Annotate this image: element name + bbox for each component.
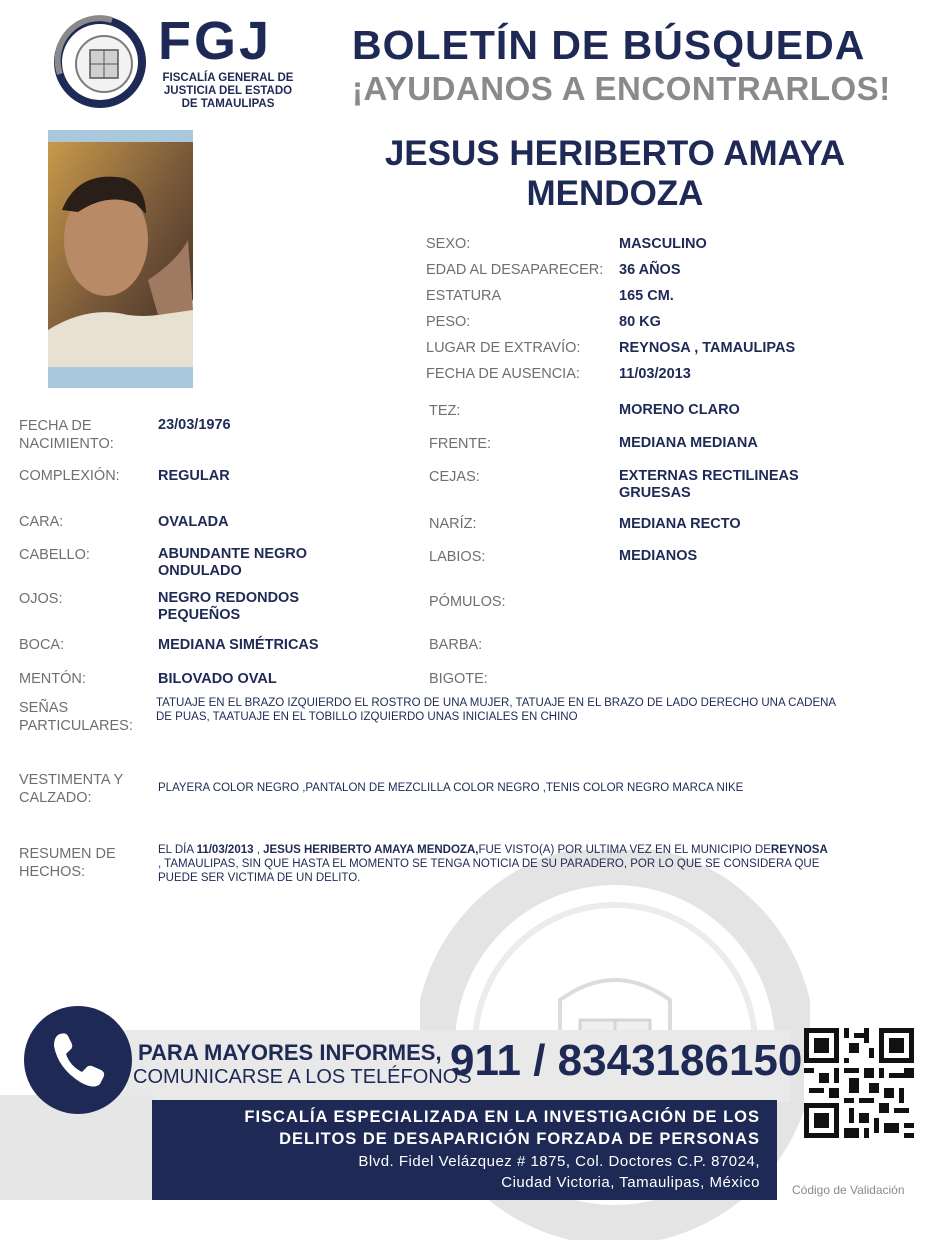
contact-heading: PARA MAYORES INFORMES, bbox=[138, 1040, 442, 1065]
resumen-sep: , bbox=[253, 844, 264, 856]
field-value-cejas bbox=[619, 468, 799, 502]
field-label-senas bbox=[19, 699, 133, 735]
field-value-fecha-ausencia: 11/03/2013 bbox=[619, 366, 691, 382]
field-label-barba: BARBA: bbox=[429, 637, 483, 653]
validation-qr-code[interactable] bbox=[804, 1028, 914, 1138]
org-name-line: JUSTICIA DEL ESTADO bbox=[163, 85, 293, 97]
field-value-senas bbox=[156, 696, 876, 724]
label-line: FECHA DE bbox=[19, 418, 92, 434]
field-label-ojos: OJOS: bbox=[19, 591, 63, 607]
field-value-edad: 36 AÑOS bbox=[619, 262, 681, 278]
label-line: PARTICULARES: bbox=[19, 718, 133, 734]
value-line: PEQUEÑOS bbox=[158, 607, 241, 623]
phone-icon bbox=[24, 1006, 132, 1114]
resumen-prefix: EL DÍA bbox=[158, 844, 197, 856]
value-line: PUEDE SER VICTIMA DE UN DELITO. bbox=[158, 872, 361, 884]
field-label-pomulos: PÓMULOS: bbox=[429, 594, 506, 610]
field-label-labios: LABIOS: bbox=[429, 549, 486, 565]
org-short-name: FGJ bbox=[158, 11, 273, 71]
field-label-lugar: LUGAR DE EXTRAVÍO: bbox=[426, 340, 581, 356]
org-full-name bbox=[158, 72, 298, 111]
value-line: GRUESAS bbox=[619, 485, 691, 501]
value-line: NEGRO REDONDOS bbox=[158, 590, 299, 606]
field-value-nacimiento: 23/03/1976 bbox=[158, 417, 231, 433]
value-line: TATUAJE EN EL BRAZO IZQUIERDO EL ROSTRO DE UNA MUJER, TATUAJE EN EL BRAZO DE LADO DERECHO UNA CADENA bbox=[156, 697, 837, 709]
value-line: ABUNDANTE NEGRO bbox=[158, 546, 308, 562]
label-line: HECHOS: bbox=[19, 864, 86, 880]
field-label-menton: MENTÓN: bbox=[19, 671, 86, 687]
person-name-line: JESUS HERIBERTO AMAYA bbox=[384, 134, 846, 173]
field-label-estatura: ESTATURA bbox=[426, 288, 502, 304]
field-label-edad: EDAD AL DESAPARECER: bbox=[426, 262, 604, 278]
field-value-ojos bbox=[158, 590, 299, 624]
fiscalia-name-line: DELITOS DE DESAPARICIÓN FORZADA DE PERSONAS bbox=[279, 1130, 760, 1148]
field-label-cara: CARA: bbox=[19, 514, 64, 530]
bulletin-subtitle: ¡AYUDANOS A ENCONTRARLOS! bbox=[352, 70, 891, 107]
field-value-lugar: REYNOSA , TAMAULIPAS bbox=[619, 340, 796, 356]
org-name-line: FISCALÍA GENERAL DE bbox=[162, 72, 294, 84]
field-label-vestimenta bbox=[19, 771, 123, 807]
field-value-cara: OVALADA bbox=[158, 514, 229, 530]
org-name-line: DE TAMAULIPAS bbox=[181, 98, 275, 110]
field-value-frente: MEDIANA MEDIANA bbox=[619, 435, 758, 451]
field-value-nariz: MEDIANA RECTO bbox=[619, 516, 741, 532]
field-value-labios: MEDIANOS bbox=[619, 548, 698, 564]
field-label-boca: BOCA: bbox=[19, 637, 65, 653]
field-value-complexion: REGULAR bbox=[158, 468, 230, 484]
address-line: Blvd. Fidel Velázquez # 1875, Col. Doctores C.P. 87024, bbox=[358, 1153, 760, 1170]
field-label-fecha-ausencia: FECHA DE AUSENCIA: bbox=[426, 366, 580, 382]
field-label-nariz: NARÍZ: bbox=[429, 516, 477, 532]
bulletin-title: BOLETÍN DE BÚSQUEDA bbox=[352, 22, 866, 68]
field-value-boca: MEDIANA SIMÉTRICAS bbox=[158, 637, 319, 653]
field-label-cejas: CEJAS: bbox=[429, 469, 480, 485]
resumen-date: 11/03/2013 bbox=[196, 844, 254, 856]
field-label-complexion: COMPLEXIÓN: bbox=[19, 468, 120, 484]
field-label-frente: FRENTE: bbox=[429, 436, 492, 452]
value-line: DE PUAS, TAATUAJE EN EL TOBILLO IZQUIERDO UNAS INICIALES EN CHINO bbox=[156, 711, 578, 723]
label-line: SEÑAS bbox=[19, 700, 69, 716]
validation-code-label: Código de Validación bbox=[792, 1183, 905, 1197]
field-label-peso: PESO: bbox=[426, 314, 471, 330]
field-value-vestimenta: PLAYERA COLOR NEGRO ,PANTALON DE MEZCLILLA COLOR NEGRO ,TENIS COLOR NEGRO MARCA NIKE bbox=[158, 782, 744, 794]
label-line: VESTIMENTA Y bbox=[19, 772, 124, 788]
field-label-sexo: SEXO: bbox=[426, 236, 471, 252]
field-value-resumen bbox=[158, 843, 878, 885]
field-label-cabello: CABELLO: bbox=[19, 547, 90, 563]
field-label-bigote: BIGOTE: bbox=[429, 671, 488, 687]
resumen-place: REYNOSA bbox=[770, 844, 828, 856]
contact-subheading: COMUNICARSE A LOS TELÉFONOS bbox=[133, 1066, 472, 1088]
person-name bbox=[340, 134, 890, 214]
field-label-nacimiento bbox=[19, 417, 114, 453]
fgj-seal-logo bbox=[52, 14, 148, 110]
address-line: Ciudad Victoria, Tamaulipas, México bbox=[501, 1174, 760, 1191]
field-value-menton: BILOVADO OVAL bbox=[158, 671, 277, 687]
value-line: EXTERNAS RECTILINEAS bbox=[619, 468, 799, 484]
label-line: NACIMIENTO: bbox=[19, 436, 114, 452]
field-value-peso: 80 KG bbox=[619, 314, 661, 330]
fiscalia-name-line: FISCALÍA ESPECIALIZADA EN LA INVESTIGACIÓN DE LOS bbox=[244, 1108, 760, 1126]
value-line: , TAMAULIPAS, SIN QUE HASTA EL MOMENTO SE TENGA NOTICIA DE SU PARADERO, POR LO QUE SE CONSIDERA QUE bbox=[158, 858, 820, 870]
field-value-sexo: MASCULINO bbox=[619, 236, 707, 252]
label-line: CALZADO: bbox=[19, 790, 92, 806]
field-label-resumen bbox=[19, 845, 116, 881]
field-value-tez: MORENO CLARO bbox=[619, 402, 740, 418]
resumen-mid: FUE VISTO(A) POR ULTIMA VEZ EN EL MUNICIPIO DE bbox=[478, 844, 771, 856]
label-line: RESUMEN DE bbox=[19, 846, 116, 862]
value-line: ONDULADO bbox=[158, 563, 242, 579]
person-name-line: MENDOZA bbox=[526, 174, 704, 213]
value-line bbox=[158, 843, 878, 857]
resumen-name: JESUS HERIBERTO AMAYA MENDOZA, bbox=[263, 844, 479, 856]
contact-phone-numbers: 911 / 8343186150 bbox=[450, 1036, 803, 1085]
field-value-estatura: 165 CM. bbox=[619, 288, 674, 304]
field-value-cabello bbox=[158, 546, 307, 580]
field-label-tez: TEZ: bbox=[429, 403, 461, 419]
missing-person-photo bbox=[48, 130, 193, 388]
